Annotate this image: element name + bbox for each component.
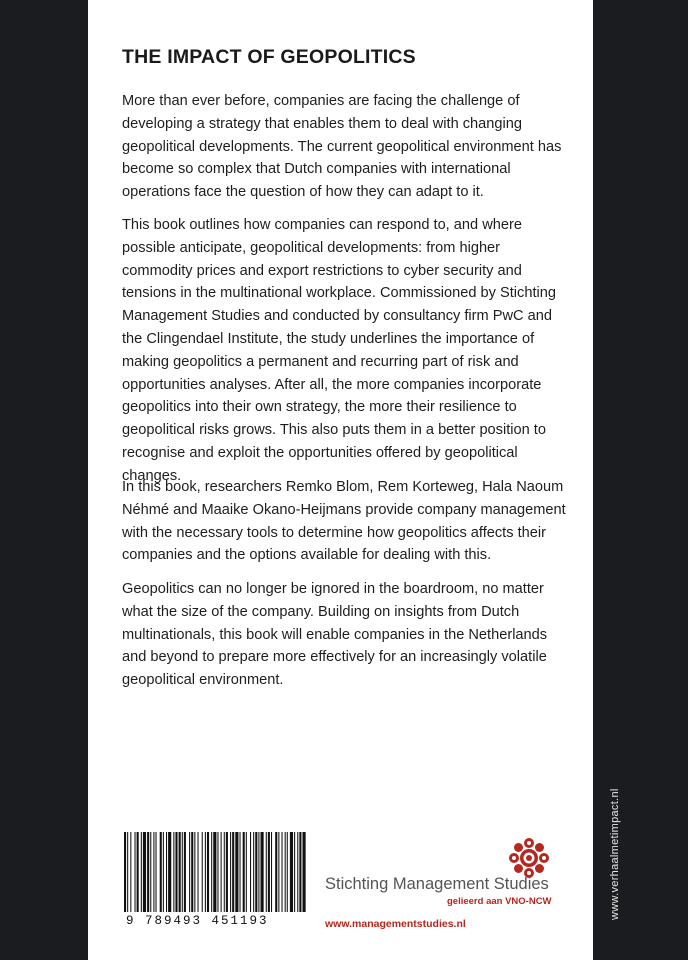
spine-url: www.verhaalmetimpact.nl: [609, 788, 621, 920]
barcode-bar: [150, 832, 151, 912]
barcode-bar: [147, 832, 149, 912]
barcode-bar: [213, 832, 216, 912]
barcode-bar: [243, 832, 245, 912]
barcode-bar: [179, 832, 181, 912]
barcode-bar: [211, 832, 212, 912]
barcode-bar: [278, 832, 279, 912]
barcode-bar: [271, 832, 272, 912]
barcode-bar: [137, 832, 139, 912]
paragraph-2: This book outlines how companies can respond to, and where possible anticipate, geopolitical developments: from higher commodity prices and export restrictions to cyber security and tensions in the multinational workplace. Commissioned by Stichting Management Studies and conducted by consultancy firm PwC and the Clingendael Institute, the study underlines the importance of making geopolitics a permanent and recurring part of risk and opportunities analyses. After all, the more companies incorporate geopolitics into their own strategy, the more their resilience to geopolitical risks grows. This also puts them in a better position to recognise and exploit the opportunities offered by geopolitical changes.: [122, 217, 556, 484]
barcode-bar: [153, 832, 154, 912]
barcode-bar: [221, 832, 222, 912]
barcode-bar: [258, 832, 259, 912]
barcode-bar: [299, 832, 301, 912]
isbn-number: 9 789493 451193: [126, 914, 269, 928]
publisher-name: Stichting Management Studies: [325, 875, 549, 893]
book-title: THE IMPACT OF GEOPOLITICS: [122, 46, 416, 68]
barcode-bar: [163, 832, 164, 912]
barcode-bar: [124, 832, 126, 912]
barcode-bar: [232, 832, 234, 912]
barcode-bar: [205, 832, 206, 912]
barcode-bar: [255, 832, 257, 912]
barcode-bar: [224, 832, 225, 912]
barcode-bar: [246, 832, 247, 912]
barcode-bar: [268, 832, 270, 912]
barcode-bar: [166, 832, 167, 912]
barcode-bar: [282, 832, 283, 912]
barcode-bar: [297, 832, 298, 912]
barcode-bar: [266, 832, 267, 912]
barcode-bar: [184, 832, 186, 912]
barcode-bar: [235, 832, 238, 912]
barcode-bar: [253, 832, 254, 912]
barcode-bar: [160, 832, 162, 912]
barcode-bar: [182, 832, 183, 912]
barcode-bar: [175, 832, 177, 912]
publisher-affiliation: gelieerd aan VNO-NCW: [447, 896, 552, 907]
barcode-bar: [217, 832, 218, 912]
barcode-bar: [130, 832, 131, 912]
barcode-bar: [191, 832, 193, 912]
barcode-bar: [294, 832, 295, 912]
barcode-bar: [189, 832, 190, 912]
barcode-bar: [143, 832, 146, 912]
barcode-bar: [168, 832, 171, 912]
barcode-bar: [194, 832, 195, 912]
barcode-bar: [261, 832, 264, 912]
back-cover: [88, 0, 593, 960]
barcode-bar: [290, 832, 293, 912]
publisher-url[interactable]: www.managementstudies.nl: [325, 918, 466, 930]
barcode-bar: [135, 832, 136, 912]
barcode-bar: [230, 832, 231, 912]
barcode-bar: [226, 832, 228, 912]
barcode-bar: [303, 832, 306, 912]
barcode-bar: [207, 832, 209, 912]
barcode-bar: [156, 832, 157, 912]
barcode-bar: [127, 832, 128, 912]
barcode-bar: [287, 832, 288, 912]
barcode-bar: [173, 832, 174, 912]
barcode-bar: [250, 832, 251, 912]
barcode-bar: [198, 832, 199, 912]
barcode-bar: [141, 832, 142, 912]
barcode-bar: [240, 832, 241, 912]
barcode-bar: [285, 832, 286, 912]
paragraph-3: In this book, researchers Remko Blom, Rem Korteweg, Hala Naoum Néhmé and Maaike Okano-Heijmans provide company management with the necessary tools to determine how geopolitics affects their companies and the options available for dealing with this.: [122, 479, 566, 564]
barcode-bar: [275, 832, 277, 912]
stichting-logo-icon: [508, 837, 550, 879]
paragraph-1: More than ever before, companies are facing the challenge of developing a strategy that enables them to deal with changing geopolitical developments. The current geopolitical environment has become so complex that Dutch companies with international operations face the question of how they can adapt to it.: [122, 93, 562, 201]
paragraph-4: Geopolitics can no longer be ignored in the boardroom, no matter what the size of the company. Building on insights from Dutch multinationals, this book will enable companies in the Netherlands and beyond to prepare more effectively for an increasingly volatile geopolitical environment.: [122, 581, 548, 689]
barcode-bar: [202, 832, 203, 912]
